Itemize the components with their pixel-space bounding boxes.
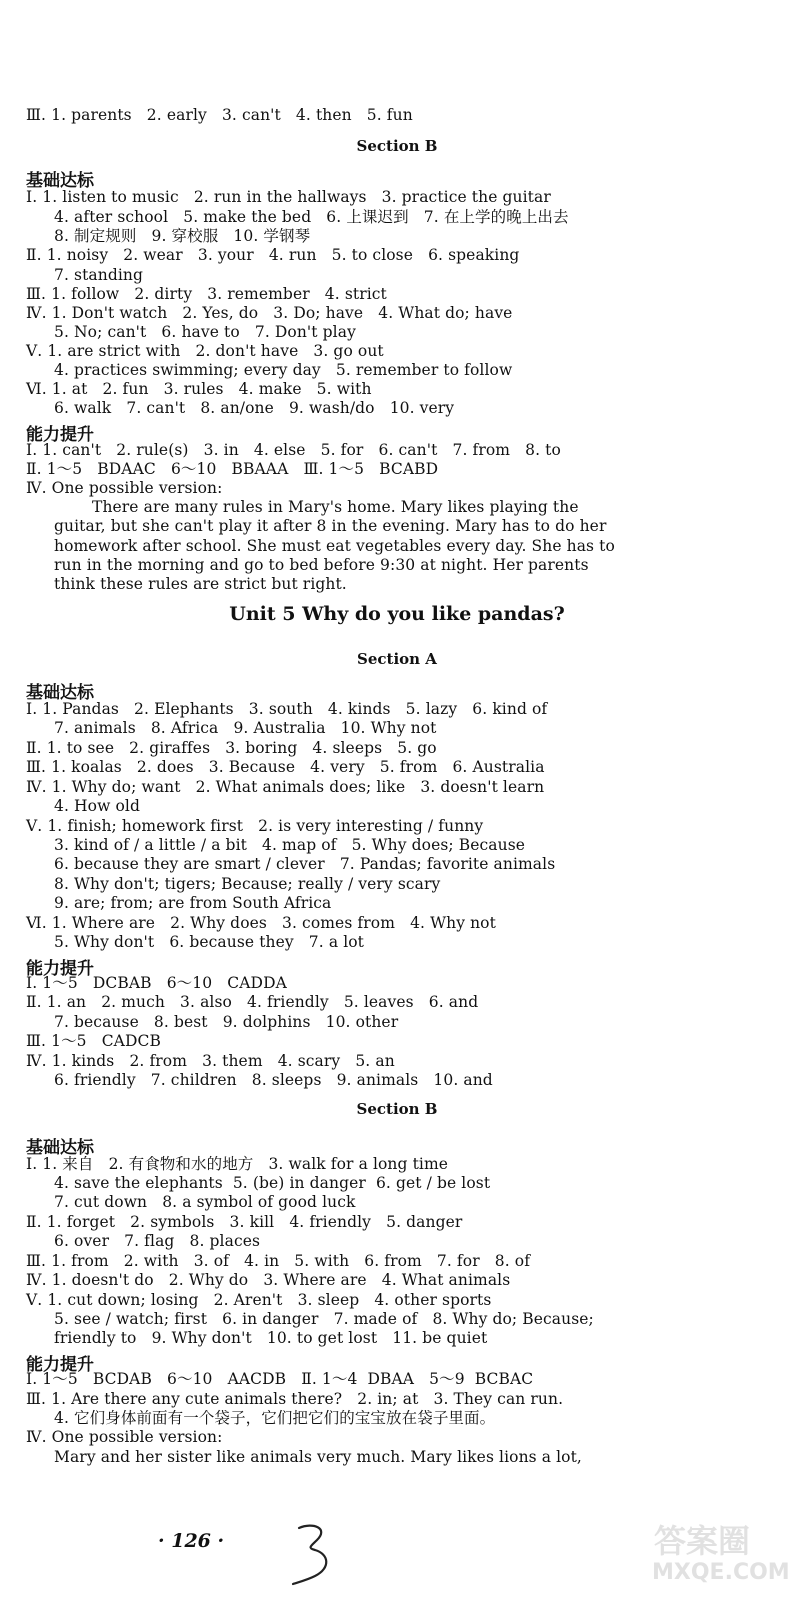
- answer-line: 7. cut down 8. a symbol of good luck: [54, 1193, 356, 1211]
- watermark-text: 答案圈: [654, 1522, 751, 1560]
- answer-line: 6. friendly 7. children 8. sleeps 9. animals 10. and: [54, 1071, 493, 1089]
- answer-line: Ⅳ. One possible version:: [26, 1428, 223, 1446]
- essay-line: think these rules are strict but right.: [54, 575, 347, 593]
- answer-line: 7. because 8. best 9. dolphins 10. other: [54, 1013, 399, 1031]
- improve-heading: 能力提升: [26, 959, 94, 979]
- answer-line: Ⅴ. 1. finish; homework first 2. is very interesting / funny: [26, 817, 484, 835]
- answer-line: 4. practices swimming; every day 5. remember to follow: [54, 361, 513, 379]
- answer-line: Ⅲ. 1. follow 2. dirty 3. remember 4. strict: [26, 285, 387, 303]
- answer-line: Ⅱ. 1. to see 2. giraffes 3. boring 4. sleeps 5. go: [26, 739, 437, 757]
- watermark-logo: [648, 1516, 788, 1596]
- improve-heading: 能力提升: [26, 1355, 94, 1375]
- handwritten-mark-icon: [285, 1520, 345, 1590]
- answer-line: Ⅳ. 1. doesn't do 2. Why do 3. Where are 4. What animals: [26, 1271, 511, 1289]
- answer-line: Ⅲ. 1. Are there any cute animals there? 2. in; at 3. They can run.: [26, 1390, 564, 1408]
- answer-line: 5. No; can't 6. have to 7. Don't play: [54, 323, 356, 341]
- section-title: Section B: [356, 137, 438, 155]
- unit-title: Unit 5 Why do you like pandas?: [229, 603, 565, 625]
- answer-line: Ⅲ. 1. koalas 2. does 3. Because 4. very 5. from 6. Australia: [26, 758, 545, 776]
- answer-line: Ⅰ. 1～5 BCDAB 6～10 AACDB Ⅱ. 1～4 DBAA 5～9 BCBAC: [26, 1370, 534, 1388]
- answer-line: 7. standing: [54, 266, 144, 284]
- answer-line: 7. animals 8. Africa 9. Australia 10. Why not: [54, 719, 437, 737]
- answer-line: Ⅳ. 1. Why do; want 2. What animals does; like 3. doesn't learn: [26, 778, 545, 796]
- answer-line: Ⅴ. 1. are strict with 2. don't have 3. go out: [26, 342, 384, 360]
- improve-heading: 能力提升: [26, 425, 94, 445]
- section-title: Section B: [356, 1100, 438, 1118]
- basic-heading: 基础达标: [26, 683, 94, 703]
- essay-line: There are many rules in Mary's home. Mary likes playing the: [92, 498, 579, 516]
- answer-line: Ⅳ. 1. Don't watch 2. Yes, do 3. Do; have 4. What do; have: [26, 304, 513, 322]
- answer-line: Ⅰ. 1. can't 2. rule(s) 3. in 4. else 5. for 6. can't 7. from 8. to: [26, 441, 561, 459]
- answer-line: 9. are; from; are from South Africa: [54, 894, 332, 912]
- answer-line: Ⅰ. 1. 来自 2. 有食物和水的地方 3. walk for a long time: [26, 1155, 449, 1173]
- answer-line: Ⅴ. 1. cut down; losing 2. Aren't 3. sleep 4. other sports: [26, 1291, 492, 1309]
- essay-line: run in the morning and go to bed before 9:30 at night. Her parents: [54, 556, 589, 574]
- answer-line: Ⅱ. 1. noisy 2. wear 3. your 4. run 5. to close 6. speaking: [26, 246, 520, 264]
- answer-line: 4. save the elephants 5. (be) in danger 6. get / be lost: [54, 1174, 491, 1192]
- answer-line: Ⅱ. 1～5 BDAAC 6～10 BBAAA Ⅲ. 1～5 BCABD: [26, 460, 439, 478]
- answer-line: 8. Why don't; tigers; Because; really / very scary: [54, 875, 441, 893]
- answer-line: friendly to 9. Why don't 10. to get lost 11. be quiet: [54, 1329, 488, 1347]
- answer-line: Ⅳ. One possible version:: [26, 479, 223, 497]
- essay-line: homework after school. She must eat vegetables every day. She has to: [54, 537, 615, 555]
- answer-line: Ⅲ. 1～5 CADCB: [26, 1032, 161, 1050]
- answer-line: Ⅰ. 1. listen to music 2. run in the hallways 3. practice the guitar: [26, 188, 551, 206]
- answer-line: 6. over 7. flag 8. places: [54, 1232, 261, 1250]
- answer-line: Ⅵ. 1. at 2. fun 3. rules 4. make 5. with: [26, 380, 372, 398]
- answer-line: Ⅳ. 1. kinds 2. from 3. them 4. scary 5. an: [26, 1052, 395, 1070]
- answer-line: 6. because they are smart / clever 7. Pandas; favorite animals: [54, 855, 556, 873]
- answer-line: 4. How old: [54, 797, 140, 815]
- essay-line: guitar, but she can't play it after 8 in the evening. Mary has to do her: [54, 517, 607, 535]
- answer-line: 4. 它们身体前面有一个袋子，它们把它们的宝宝放在袋子里面。: [54, 1409, 496, 1427]
- answer-line: 8. 制定规则 9. 穿校服 10. 学钢琴: [54, 227, 311, 245]
- answer-line: 3. kind of / a little / a bit 4. map of 5. Why does; Because: [54, 836, 526, 854]
- answer-line: Ⅲ. 1. from 2. with 3. of 4. in 5. with 6. from 7. for 8. of: [26, 1252, 531, 1270]
- basic-heading: 基础达标: [26, 171, 94, 191]
- basic-heading: 基础达标: [26, 1138, 94, 1158]
- answer-line: Ⅱ. 1. an 2. much 3. also 4. friendly 5. leaves 6. and: [26, 993, 479, 1011]
- answer-line: Ⅵ. 1. Where are 2. Why does 3. comes from 4. Why not: [26, 914, 496, 932]
- page-number: · 126 ·: [158, 1530, 225, 1552]
- answer-line: Mary and her sister like animals very much. Mary likes lions a lot,: [54, 1448, 582, 1466]
- answer-line: Ⅰ. 1～5 DCBAB 6～10 CADDA: [26, 974, 287, 992]
- watermark-url: MXQE.COM: [652, 1560, 790, 1585]
- answer-line: Ⅱ. 1. forget 2. symbols 3. kill 4. friendly 5. danger: [26, 1213, 463, 1231]
- answer-line: Ⅲ. 1. parents 2. early 3. can't 4. then 5. fun: [26, 106, 413, 124]
- answer-line: 5. Why don't 6. because they 7. a lot: [54, 933, 365, 951]
- answer-line: 4. after school 5. make the bed 6. 上课迟到 7. 在上学的晚上出去: [54, 208, 569, 226]
- answer-line: Ⅰ. 1. Pandas 2. Elephants 3. south 4. kinds 5. lazy 6. kind of: [26, 700, 548, 718]
- section-title: Section A: [357, 650, 437, 668]
- answer-line: 6. walk 7. can't 8. an/one 9. wash/do 10. very: [54, 399, 455, 417]
- answer-line: 5. see / watch; first 6. in danger 7. made of 8. Why do; Because;: [54, 1310, 594, 1328]
